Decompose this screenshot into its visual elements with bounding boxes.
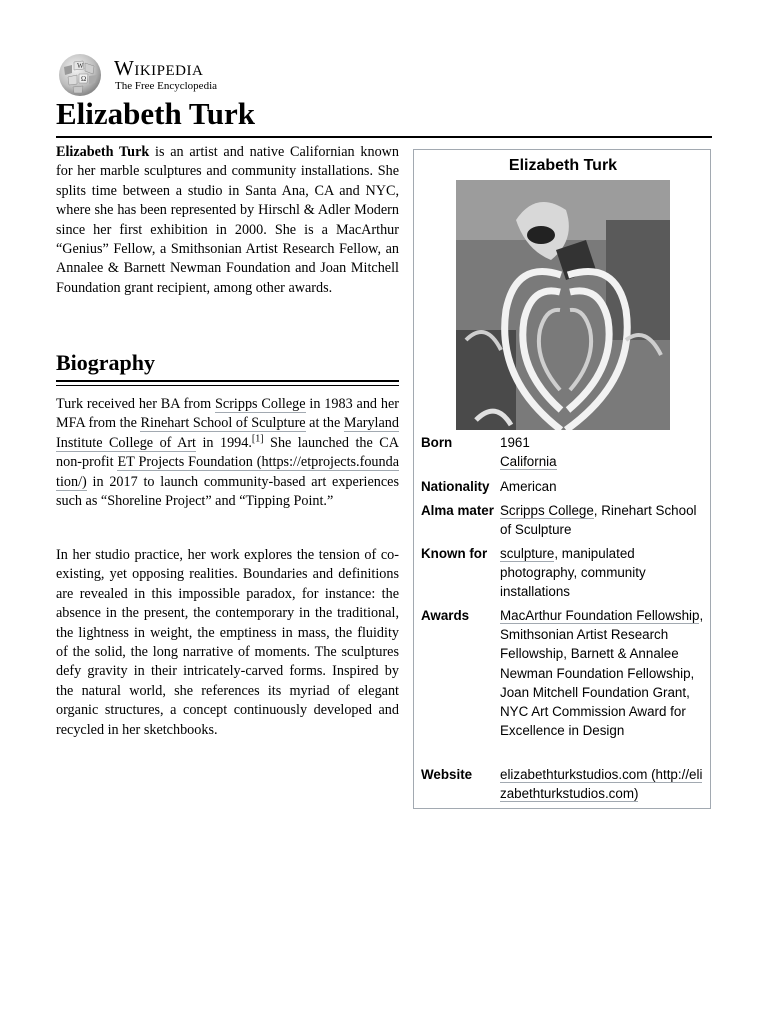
link-california[interactable]: California [500,454,557,470]
title-divider [56,136,712,138]
lead-paragraph [56,143,399,298]
text-run: Turk received her BA from [56,396,216,412]
born-year: 1961 [500,435,530,450]
section-heading-biography: Biography [56,350,156,375]
biography-paragraph-2: In her studio practice, her work explores the tension of co-existing, yet opposing realities. Boundaries and definitions are revealed in this impossible paradox, for instance: the absence in the present, the contemporary in the traditional, the lightness in weight, the emptiness in mass, the fluidity of the solid, the long narrative of moments. The sculptures defy gravity in their intricately-carved forms. Inspired by the natural world, she references its myriad of elegant organic structures, a concept continuously developed and recycled in her sketchbooks. [56,547,399,738]
infobox-label-born: Born [421,435,453,450]
sculpture-photo-image [456,180,670,430]
wikipedia-logo[interactable] [56,53,256,99]
section-divider-thin [56,385,399,386]
text-run: in 1994. [196,434,252,451]
alma-rest: , Rinehart School of Sculpture [500,503,697,538]
known-rest: , manipulated photography, community installations [500,546,646,600]
infobox-label-nationality: Nationality [421,479,490,494]
lead-text: is an artist and native Californian known for her marble sculptures and community installations. She splits time between a studio in Santa Ana, CA and NYC, where she has been represented by Hirschl & Adler Modern since her first exhibition in 2000. She is a MacArthur “Genius” Fellow, a Smithsonian Artist Research Fellow, an Annalee & Barnett Newman Foundation and Joan Mitchell Foundation grant recipient, among other awards. [56,144,399,296]
section-divider [56,380,399,382]
infobox-label-website: Website [421,767,473,782]
infobox-label-known-for: Known for [421,546,488,561]
infobox-value-born [500,433,705,471]
infobox-row-born [421,433,707,473]
page-title: Elizabeth Turk [56,96,255,131]
infobox-row-known-for [421,544,707,604]
biography-paragraph-1 [56,395,399,511]
svg-text:Ω: Ω [81,75,87,83]
infobox-label-awards: Awards [421,608,470,623]
infobox-value-known-for [500,544,705,602]
infobox-value-alma-mater [500,501,705,539]
awards-rest: , Smithsonian Artist Research Fellowship, Barnett & Annalee Newman Foundation Fellowship, Joan Mitchell Foundation Grant, NYC Art Commission Award for Excellence in Design [500,608,704,739]
infobox-row-alma-mater [421,501,707,541]
link-scripps-college[interactable]: Scripps College [215,396,306,412]
text-run: in 1983 and her MFA from the [56,396,399,432]
link-sculpture[interactable]: sculpture [500,546,555,561]
infobox-value-awards [500,606,705,740]
link-maryland-institute[interactable]: Maryland Institute College of Art [56,415,399,451]
infobox-row-awards [421,606,707,762]
portrait-photo[interactable] [456,180,670,430]
text-run: She launched the CA non-profit [56,434,399,471]
infobox-value-nationality: American [500,479,557,494]
citation-ref-1[interactable]: [1] [251,433,264,445]
svg-text:W: W [77,62,84,70]
wikipedia-globe-icon [56,53,104,97]
link-website[interactable]: elizabethturkstudios.com (http://elizabethturkstudios.com) [500,767,703,802]
infobox-value-website [500,765,705,803]
infobox-row-nationality [421,477,707,497]
infobox-label-alma-mater: Alma mater [421,503,494,518]
infobox-title: Elizabeth Turk [508,157,618,174]
text-run: in 2017 to launch community-based art experiences such as “Shoreline Project” and “Tipping Point.” [56,473,399,510]
link-et-projects[interactable]: ET Projects Foundation (https://etprojects.foundation/) [56,454,399,490]
link-rinehart-school[interactable]: Rinehart School of Sculpture [140,415,306,432]
infobox-row-website [421,765,707,805]
lead-bold-name: Elizabeth Turk [56,144,150,160]
link-macarthur-fellowship[interactable]: MacArthur Foundation Fellowship [500,608,700,623]
text-run: at the [305,415,344,432]
infobox [413,149,711,809]
wikipedia-tagline: The Free Encyclopedia [115,80,218,92]
link-scripps-college-infobox[interactable]: Scripps College [500,503,594,518]
wikipedia-wordmark: Wikipedia [114,56,204,80]
